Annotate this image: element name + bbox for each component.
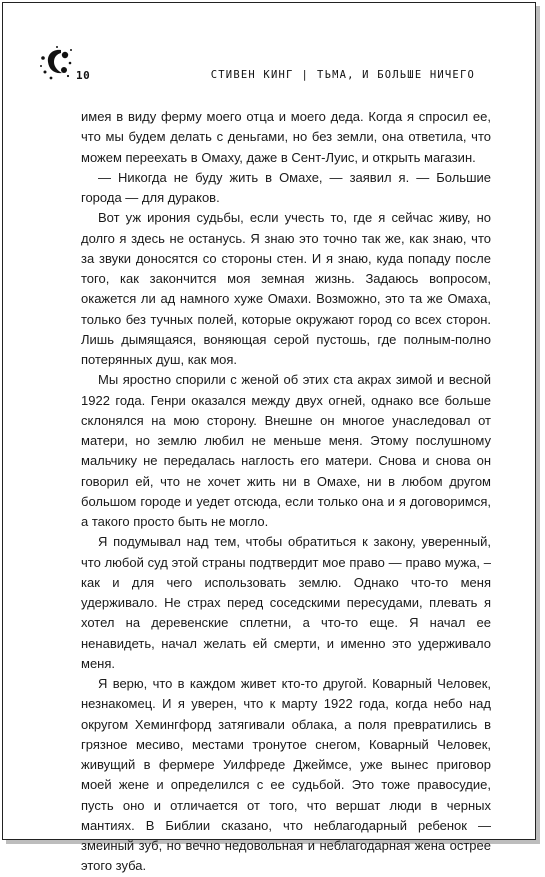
book-page (2, 2, 536, 874)
paragraph: — Никогда не буду жить в Омахе, — заявил я. — Большие города — для дураков. (81, 169, 491, 205)
ink-blot-ornament (39, 45, 75, 81)
paragraph: Я верю, что в каждом живет кто-то другой. Коварный Человек, незнакомец. И я уверен, что к марту 1922 года, когда небо над округом Хемингфорд затягивали облака, а поля превратились в грязное месиво, местами тронутое снегом, Коварный Человек, живущий в фермере Уилфреде Джеймсе, уже вынес приговор моей жене и определился с ее судьбой. Это тоже правосудие, пусть оно и отличается от того, что вершат люди в черных мантиях. В Библии сказано, что неблагодарный ребенок — змеиный зуб, но вечно недовольная и неблагодарная жена острее этого зуба. (81, 676, 491, 874)
page-number: 10 (76, 69, 91, 82)
running-head (211, 69, 475, 81)
header-separator: | (301, 69, 310, 81)
paragraph: Вот уж ирония судьбы, если учесть то, где я сейчас живу, но долго я здесь не останусь. Я знаю это точно так же, как знаю, что за звуки доносятся со стороны стен. И я знаю, куда попаду после того, как закончится моя земная жизнь. Задаюсь вопросом, окажется ли ад намного хуже Омахи. Возможно, это та же Омаха, только без тучных полей, которые окружают город со всех сторон. Лишь дымящаяся, воняющая серой пустошь, где полным-полно потерянных душ, как моя. (81, 210, 491, 367)
header-book-title: ТЬМА, И БОЛЬШЕ НИЧЕГО (317, 69, 475, 81)
paragraph: Мы яростно спорили с женой об этих ста акрах зимой и весной 1922 года. Генри оказался между двух огней, однако все больше склонялся на мою сторону. Внешне он многое унаследовал от матери, но землю любил не меньше меня. Этому послушному мальчику не передалась наглость его матери. Снова и снова он говорил ей, что не хочет жить ни в Омахе, ни в любом другом большом городе и уедет отсюда, если только она и я договоримся, а такого просто быть не могло. (81, 372, 491, 529)
paragraph: имея в виду ферму моего отца и моего деда. Когда я спросил ее, что мы будем делать с деньгами, но без земли, она ответила, что можем переехать в Омаху, даже в Сент-Луис, и открыть магазин. (81, 109, 491, 165)
body-text (81, 107, 491, 877)
header-author: СТИВЕН КИНГ (210, 69, 294, 81)
paragraph: Я подумывал над тем, чтобы обратиться к закону, уверенный, что любой суд этой страны подтвердит мое право — право мужа, – как и для чего использовать землю. Однако что-то меня удерживало. Не страх перед соседскими пересудами, плевать я хотел на деревенские сплетни, а что-то еще. Я начал ее ненавидеть, начал желать ей смерти, и именно это удерживало меня. (81, 534, 491, 671)
